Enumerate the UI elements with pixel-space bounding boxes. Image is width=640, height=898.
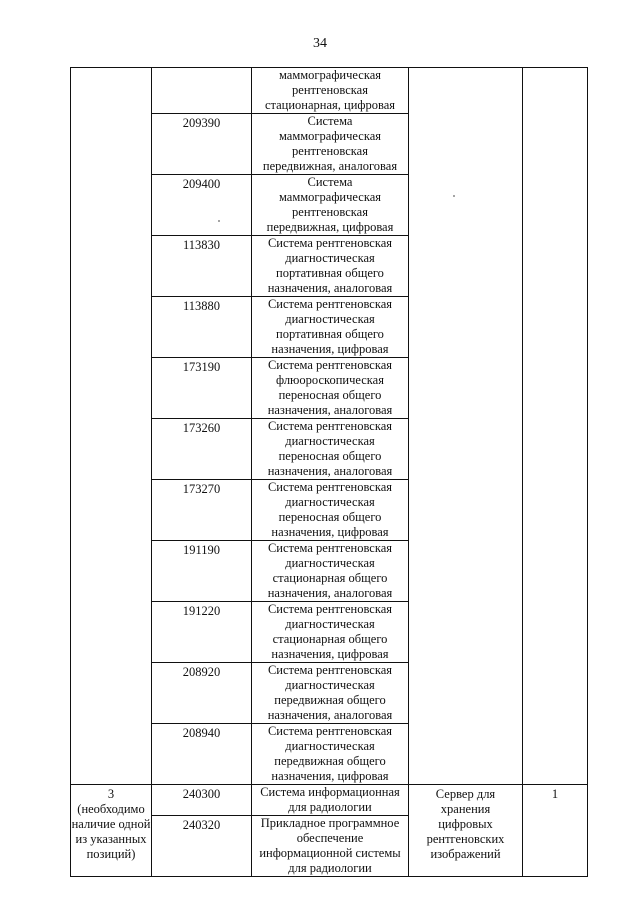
name-text: Система маммографическая рентгеновская передвижная, цифровая [266, 175, 394, 234]
equipment-table [70, 67, 588, 877]
group-number-cell [71, 68, 152, 785]
name-cell [252, 297, 409, 358]
name-cell [252, 419, 409, 480]
code-cell: 191190 [152, 541, 252, 602]
name-cell [252, 602, 409, 663]
name-text: Система рентгеновская диагностическая передвижная общего назначения, аналоговая [267, 663, 393, 722]
description-cell [409, 785, 523, 877]
code-cell: 173270 [152, 480, 252, 541]
quantity-cell [523, 68, 588, 785]
group-note: (необходимо наличие одной из указанных позиций) [71, 802, 151, 861]
name-text: Система рентгеновская диагностическая портативная общего назначения, цифровая [267, 297, 393, 356]
code-cell: 208920 [152, 663, 252, 724]
code-cell: 240320 [152, 816, 252, 877]
name-text: маммографическая рентгеновская стационарная, цифровая [264, 68, 396, 112]
name-text: Система рентгеновская диагностическая переносная общего назначения, цифровая [267, 480, 393, 539]
name-cell [252, 785, 409, 816]
code-cell: 173260 [152, 419, 252, 480]
code-cell: 209400 [152, 175, 252, 236]
description-text: Сервер для хранения цифровых рентгеновских изображений [426, 787, 505, 861]
name-text: Система рентгеновская диагностическая портативная общего назначения, аналоговая [267, 236, 393, 295]
table-row [71, 785, 588, 816]
page-number: 34 [313, 36, 327, 51]
name-text: Система маммографическая рентгеновская передвижная, аналоговая [262, 114, 398, 173]
code-cell: 191220 [152, 602, 252, 663]
description-cell [409, 68, 523, 785]
scan-speck [453, 195, 455, 197]
code-cell: 113830 [152, 236, 252, 297]
code-cell: 173190 [152, 358, 252, 419]
quantity-cell [523, 785, 588, 877]
name-text: Система рентгеновская диагностическая стационарная общего назначения, аналоговая [267, 541, 393, 600]
name-cell [252, 480, 409, 541]
name-text: Система информационная для радиологии [260, 785, 400, 814]
name-cell [252, 724, 409, 785]
name-cell [252, 358, 409, 419]
scan-speck [218, 220, 220, 222]
name-cell [252, 816, 409, 877]
name-cell [252, 663, 409, 724]
name-cell [252, 236, 409, 297]
name-cell [252, 114, 409, 175]
code-cell: 208940 [152, 724, 252, 785]
code-cell: 209390 [152, 114, 252, 175]
code-cell: 240300 [152, 785, 252, 816]
name-text: Система рентгеновская диагностическая стационарная общего назначения, цифровая [267, 602, 393, 661]
name-text: Прикладное программное обеспечение информационной системы для радиологии [259, 816, 401, 875]
name-cell [252, 68, 409, 114]
name-text: Система рентгеновская диагностическая переносная общего назначения, аналоговая [267, 419, 393, 478]
table-row [71, 68, 588, 114]
name-text: Система рентгеновская флюороскопическая переносная общего назначения, аналоговая [267, 358, 393, 417]
quantity-text: 1 [551, 787, 559, 801]
code-cell [152, 68, 252, 114]
name-cell [252, 175, 409, 236]
name-text: Система рентгеновская диагностическая передвижная общего назначения, цифровая [267, 724, 393, 783]
code-cell: 113880 [152, 297, 252, 358]
group-number-cell [71, 785, 152, 877]
name-cell [252, 541, 409, 602]
group-number: 3 [107, 787, 115, 801]
